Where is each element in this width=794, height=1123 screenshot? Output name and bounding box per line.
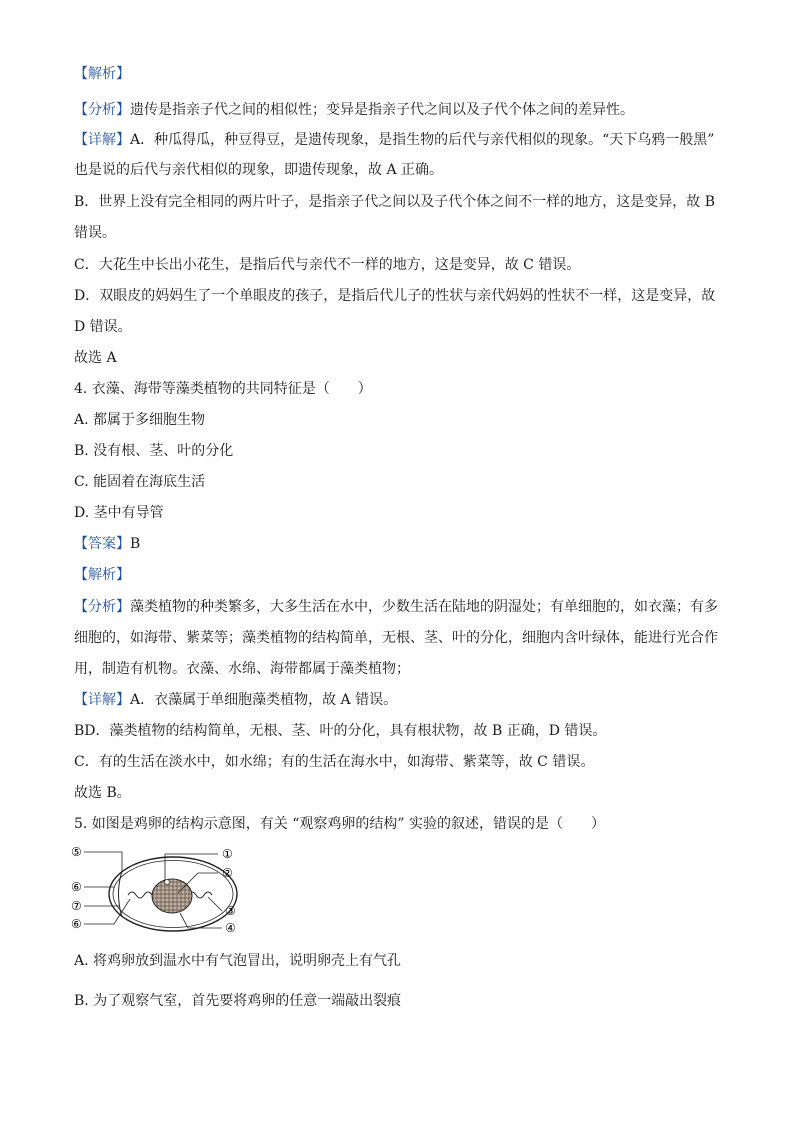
q3-xiangjie-line1: 【详解】A．种瓜得瓜，种豆得豆，是遗传现象，是指生物的后代与亲代相似的现象。“天下乌鸦一般黑” <box>74 132 715 148</box>
figure-label-4: ④ <box>225 921 236 935</box>
q3-option-b-line1: B．世界上没有完全相同的两片叶子，是指亲子代之间以及子代个体之间不一样的地方，这是变异，故 B <box>74 194 716 210</box>
q4-option-c-explain: C．有的生活在淡水中，如水绵；有的生活在海水中，如海带、紫菜等，故 C 错误。 <box>74 754 595 770</box>
q5-stem: 5. 如图是鸡卵的结构示意图，有关 “观察鸡卵的结构” 实验的叙述，错误的是（ ） <box>74 816 606 832</box>
figure-label-6-bottom: ⑥ <box>71 917 82 931</box>
q4-xiangjie: 【详解】A．衣藻属于单细胞藻类植物，故 A 错误。 <box>74 692 398 708</box>
figure-label-5: ⑤ <box>71 845 82 859</box>
q4-conclusion: 故选 B。 <box>74 785 131 801</box>
q4-option-b: B. 没有根、茎、叶的分化 <box>74 443 234 459</box>
q4-stem: 4. 衣藻、海带等藻类植物的共同特征是（ ） <box>74 381 372 397</box>
figure-label-1: ① <box>222 847 233 861</box>
leader-5 <box>84 852 122 871</box>
q4-fenxi-line2: 细胞的，如海带、紫菜等；藻类植物的结构简单，无根、茎、叶的分化，细胞内含叶绿体，能进行光合作 <box>74 630 718 646</box>
q4-answer: 【答案】B <box>74 536 141 552</box>
q4-option-d: D. 茎中有导管 <box>74 505 164 521</box>
figure-label-3: ③ <box>225 904 236 918</box>
q4-analysis-heading: 【解析】 <box>74 567 130 583</box>
q4-fenxi-line3: 用，制造有机物。衣藻、水绵、海带都属于藻类植物； <box>74 661 410 677</box>
q3-conclusion: 故选 A <box>74 350 117 366</box>
egg-yolk <box>152 879 192 913</box>
q3-option-d-line1: D．双眼皮的妈妈生了一个单眼皮的孩子，是指后代儿子的性状与亲代妈妈的性状不一样，这是变异，故 <box>74 288 716 304</box>
q3-option-b-line2: 错误。 <box>74 225 116 241</box>
q4-fenxi-line1: 【分析】藻类植物的种类繁多，大多生活在水中，少数生活在陆地的阴湿处；有单细胞的，如衣藻；有多 <box>74 599 718 615</box>
q5-option-b: B. 为了观察气室，首先要将鸡卵的任意一端敲出裂痕 <box>74 993 402 1009</box>
q3-xiangjie-line2: 也是说的后代与亲代相似的现象，即遗传现象，故 A 正确。 <box>74 162 444 178</box>
q3-option-d-line2: D 错误。 <box>74 319 132 335</box>
q3-fenxi: 【分析】遗传是指亲子代之间的相似性；变异是指亲子代之间以及子代个体之间的差异性。 <box>74 102 634 118</box>
egg-structure-figure <box>70 843 250 935</box>
q3-option-c: C．大花生中长出小花生，是指后代与亲代不一样的地方，这是变异，故 C 错误。 <box>74 257 581 273</box>
q4-option-a: A. 都属于多细胞生物 <box>74 412 206 428</box>
analysis-heading: 【解析】 <box>74 66 130 82</box>
q4-option-c: C. 能固着在海底生活 <box>74 474 206 490</box>
q5-option-a: A. 将鸡卵放到温水中有气泡冒出，说明卵壳上有气孔 <box>74 953 402 969</box>
figure-label-7: ⑦ <box>71 899 82 913</box>
figure-label-6-top: ⑥ <box>71 880 82 894</box>
figure-label-2: ② <box>222 866 233 880</box>
q4-option-bd: BD．藻类植物的结构简单，无根、茎、叶的分化，具有根状物，故 B 正确，D 错误。 <box>74 723 607 739</box>
